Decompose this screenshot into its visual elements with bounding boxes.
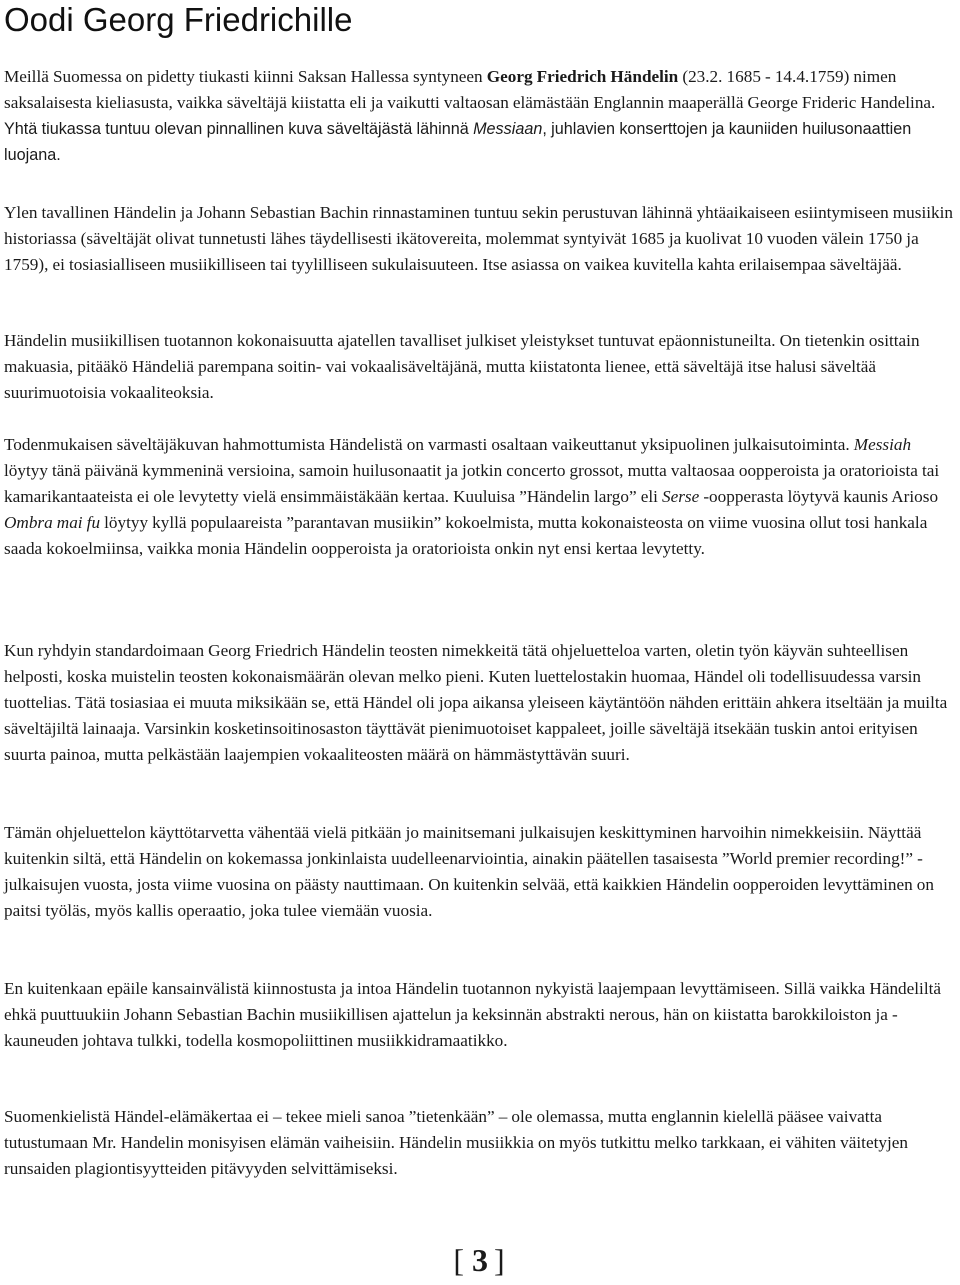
paragraph-recordings: Todenmukaisen säveltäjäkuvan hahmottumista Händelistä on varmasti osaltaan vaikeuttanut yksipuolinen julkaisutoiminta. Messiah löytyy tänä päivänä kymmeninä versioina, samoin huilusonaatit ja jotkin concerto grossot, mutta valtaosaa oopperoista ja oratorioista tai kamarikantaateista ei ole levytetty vielä ensimmäistäkään kertaa. Kuuluisa ”Händelin largo” eli Serse -oopperasta löytyvä kaunis Arioso Ombra mai fu löytyy kyllä populaareista ”parantavan musiikin” kokoelmista, mutta kokonaisteosta on viime vuosina ollut tosi hankala saada kokoelmiinsa, vaikka monia Händelin oopperoista ja oratorioista onkin nyt ensi kertaa levytetty.	[4, 435, 940, 558]
work-title-messiah: Messiah	[853, 435, 912, 454]
composer-name: Georg Friedrich Händelin	[486, 67, 679, 86]
work-title-messiaan: Messiaan	[473, 120, 543, 138]
page-number: [ 3 ]	[453, 1242, 507, 1278]
paragraph-standardization: Kun ryhdyin standardoimaan Georg Friedrich Händelin teosten nimekkeitä tätä ohjeluetteloa varten, oletin työn käyvän suhteellisen helposti, koska muistelin teosten kokonaismäärän olevan melko pieni. Kuten luettelostakin huomaa, Händel oli todellisuudessa varsin tuottelias. Tätä tosiasiaa ei muuta miksikään se, että Händel oli jopa aikansa yleiseen käytäntöön nähden erittäin ahkera itseltään ja muilta säveltäjiltä lainaaja. Varsinkin kosketinsoitinosaston täyttävät pienimuotoiset kappaleet, joille säveltäjä itsekään tuskin antoi erityisen suurta painoa, mutta pelkästään laajempien vokaaliteosten määrä on hämmästyttävän suuri.	[4, 641, 948, 764]
paragraph-biography: Suomenkielistä Händel-elämäkertaa ei – tekee mieli sanoa ”tietenkään” – ole olemassa, mutta englannin kielellä pääsee vaivatta tutustumaan Mr. Handelin monisyisen elämän vaiheisiin. Händelin musiikkia on myös tutkittu melko tarkkaan, ei vähiten väitetyjen runsaiden plagiontisyytteiden pitävyyden selvittämiseksi.	[4, 1107, 908, 1178]
paragraph-bach-comparison: Ylen tavallinen Händelin ja Johann Sebastian Bachin rinnastaminen tuntuu sekin perustuvan lähinnä yhtäaikaiseen esiintymiseen musiikin historiassa (säveltäjät olivat tunnetusti lähes täydellisesti ikätovereita, molemmat syntyivät 1685 ja kuolivat 10 vuoden välein 1750 ja 1759), ei tosiasialliseen musiikilliseen tai tyylilliseen sukulaisuuteen. Itse asiassa on vaikea kuvitella kahta erilaisempaa säveltäjää.	[4, 203, 953, 274]
page-title: Oodi Georg Friedrichille	[4, 1, 353, 38]
paragraph-intro: Meillä Suomessa on pidetty tiukasti kiinni Saksan Hallessa syntyneen Georg Friedrich Händelin (23.2. 1685 - 14.4.1759) nimen saksalaisesta kieliasusta, vaikka säveltäjä kiistatta eli ja vaikutti valtaosan elämästään Englannin maaperällä George Frideric Handelina. Yhtä tiukassa tuntuu olevan pinnallinen kuva säveltäjästä lähinnä Messiaan, juhlavien konserttojen ja kauniiden huilusonaattien luojana.	[4, 67, 936, 164]
work-title-serse: Serse	[662, 487, 700, 506]
work-title-ombra-mai-fu: Ombra mai fu	[4, 513, 101, 532]
paragraph-production: Händelin musiikillisen tuotannon kokonaisuutta ajatellen tavalliset julkiset yleistykset tuntuvat epäonnistuneilta. On tietenkin osittain makuasia, pitääkö Händeliä parempana soitin- vai vokaalisäveltäjänä, mutta kiistatonta lienee, että säveltäjä itse halusi säveltää suurimuotoisia vokaaliteoksia.	[4, 331, 920, 402]
paragraph-international-interest: En kuitenkaan epäile kansainvälistä kiinnostusta ja intoa Händelin tuotannon nykyistä laajempaan levyttämiseen. Sillä vaikka Händeliltä ehkä puuttuukiin Johann Sebastian Bachin musiikillisen ajattelun ja keksinnän abstrakti nerous, hän on kiistatta barokkiloiston ja -kauneuden johtava tulkki, todella kosmopoliittinen musiikkidramaatikko.	[4, 979, 941, 1050]
paragraph-catalogue-use: Tämän ohjeluettelon käyttötarvetta vähentää vielä pitkään jo mainitsemani julkaisujen keskittyminen harvoihin nimekkeisiin. Näyttää kuitenkin siltä, että Händelin on kokemassa jonkinlaista uudelleenarviointia, ainakin päätellen tasaisesta ”World premier recording!” -julkaisujen vuosta, josta viime vuosina on päästy nauttimaan. On kuitenkin selvää, että kaikkien Händelin oopperoiden levyttäminen on paitsi työläs, myös kallis operaatio, joka tulee viemään vuosia.	[4, 823, 934, 920]
